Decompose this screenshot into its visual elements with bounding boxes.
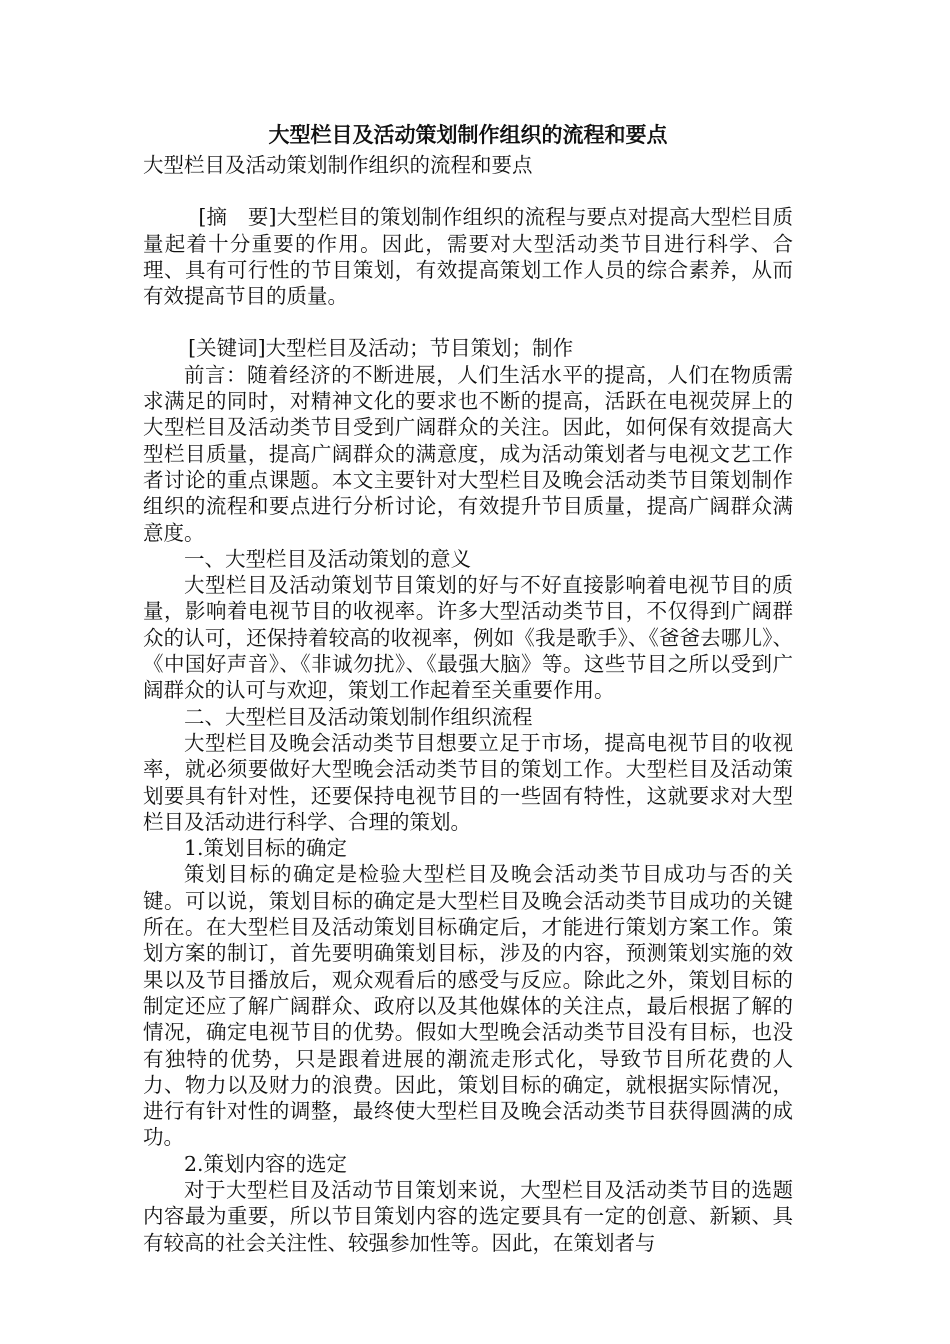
document-subtitle: 大型栏目及活动策划制作组织的流程和要点 <box>143 153 533 177</box>
document-page <box>143 118 793 1256</box>
section-1-heading: 一、大型栏目及活动策划的意义 <box>184 546 471 571</box>
subsection-2-body: 对于大型栏目及活动节目策划来说，大型栏目及活动类节目的选题内容最为重要，所以节目策划内容的选定要具有一定的创意、新颖、具有较高的社会关注性、较强参加性等。因此，在策划者与 <box>143 1177 793 1255</box>
subsection-2-heading: 2.策划内容的选定 <box>184 1151 348 1176</box>
spacer <box>143 178 793 204</box>
subsection-1-body: 策划目标的确定是检验大型栏目及晚会活动类节目成功与否的关键。可以说，策划目标的确定是大型栏目及晚会活动类节目成功的关键所在。在大型栏目及活动策划目标确定后，才能进行策划方案工作。策划方案的制订，首先要明确策划目标，涉及的内容，预测策划实施的效果以及节目播放后，观众观看后的感受与反应。除此之外，策划目标的制定还应了解广阔群众、政府以及其他媒体的关注点，最后根据了解的情况，确定电视节目的优势。假如大型晚会活动类节目没有目标，也没有独特的优势，只是跟着进展的潮流走形式化，导致节目所花费的人力、物力以及财力的浪费。因此，策划目标的确定，就根据实际情况，进行有针对性的调整，最终使大型栏目及晚会活动类节目获得圆满的成功。 <box>143 862 793 1150</box>
spacer <box>143 309 793 335</box>
section-1-body: 大型栏目及活动策划节目策划的好与不好直接影响着电视节目的质量，影响着电视节目的收视率。许多大型活动类节目，不仅得到广阔群众的认可，还保持着较高的收视率，例如《我是歌手》、《爸爸去哪儿》、《中国好声音》、《非诚勿扰》、《最强大脑》等。这些节目之所以受到广阔群众的认可与欢迎，策划工作起着至关重要作用。 <box>143 573 793 703</box>
preface-paragraph: 前言：随着经济的不断进展，人们生活水平的提高，人们在物质需求满足的同时，对精神文化的要求也不断的提高，活跃在电视荧屏上的大型栏目及活动类节目受到广阔群众的关注。因此，如何保有效提高大型栏目质量，提高广阔群众的满意度，成为活动策划者与电视文艺工作者讨论的重点课题。本文主要针对大型栏目及晚会活动类节目策划制作组织的流程和要点进行分析讨论，有效提升节目质量，提高广阔群众满意度。 <box>143 362 793 545</box>
document-title: 大型栏目及活动策划制作组织的流程和要点 <box>268 123 668 147</box>
keywords-line: [关键词]大型栏目及活动；节目策划；制作 <box>188 336 574 361</box>
section-2-heading: 二、大型栏目及活动策划制作组织流程 <box>184 704 533 729</box>
section-2-body: 大型栏目及晚会活动类节目想要立足于市场，提高电视节目的收视率，就必须要做好大型晚会活动类节目的策划工作。大型栏目及活动策划要具有针对性，还要保持电视节目的一些固有特性，这就要求对大型栏目及活动进行科学、合理的策划。 <box>143 730 793 834</box>
subsection-1-heading: 1.策划目标的确定 <box>184 836 348 861</box>
abstract-paragraph: [摘 要]大型栏目的策划制作组织的流程与要点对提高大型栏目质量起着十分重要的作用。因此，需要对大型活动类节目进行科学、合理、具有可行性的节目策划，有效提高策划工作人员的综合素养，从而有效提高节目的质量。 <box>143 205 793 309</box>
